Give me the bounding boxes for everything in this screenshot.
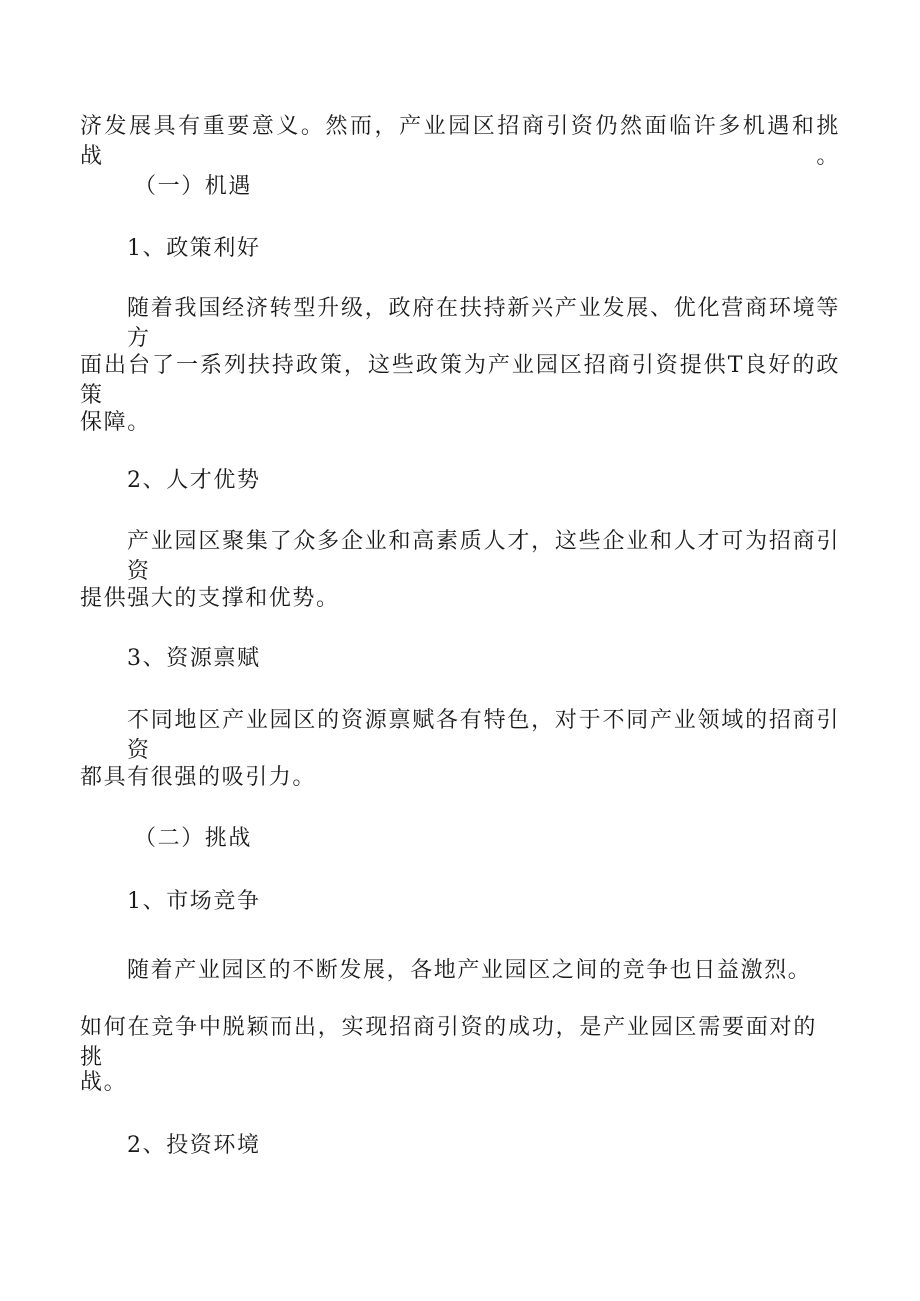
section-heading-opportunities: （一）机遇 <box>134 174 253 199</box>
policy-paragraph-line-1: 随着我国经济转型升级，政府在扶持新兴产业发展、优化营商环境等方 <box>127 296 840 351</box>
subheading-talent-advantage: 2、人才优势 <box>127 468 261 493</box>
talent-paragraph-line-1: 产业园区聚集了众多企业和高素质人才，这些企业和人才可为招商引资 <box>127 529 840 584</box>
resource-paragraph-line-2: 都具有很强的吸引力。 <box>80 765 317 790</box>
subheading-policy-benefits: 1、政策利好 <box>127 236 261 261</box>
policy-paragraph-line-3: 保障。 <box>80 410 151 435</box>
subheading-resource-endowment: 3、资源禀赋 <box>127 646 261 671</box>
subheading-investment-environment: 2、投资环境 <box>127 1133 261 1158</box>
talent-paragraph-line-2: 提供强大的支撑和优势。 <box>80 586 340 611</box>
policy-paragraph-line-2: 面出台了一系列扶持政策，这些政策为产业园区招商引资提供T良好的政策 <box>80 353 840 408</box>
resource-paragraph-line-1: 不同地区产业园区的资源禀赋各有特色，对于不同产业领域的招商引资 <box>127 708 840 763</box>
subheading-market-competition: 1、市场竞争 <box>127 889 261 914</box>
competition-paragraph-line-2: 如何在竞争中脱颖而出，实现招商引资的成功，是产业园区需要面对的挑 <box>80 1015 817 1070</box>
section-heading-challenges: （二）挑战 <box>134 826 253 851</box>
intro-paragraph-line: 济发展具有重要意义。然而，产业园区招商引资仍然面临许多机遇和挑战。 <box>80 114 840 169</box>
competition-paragraph-line-1: 随着产业园区的不断发展，各地产业园区之间的竞争也日益激烈。 <box>127 958 812 983</box>
competition-paragraph-line-3: 战。 <box>80 1070 128 1095</box>
